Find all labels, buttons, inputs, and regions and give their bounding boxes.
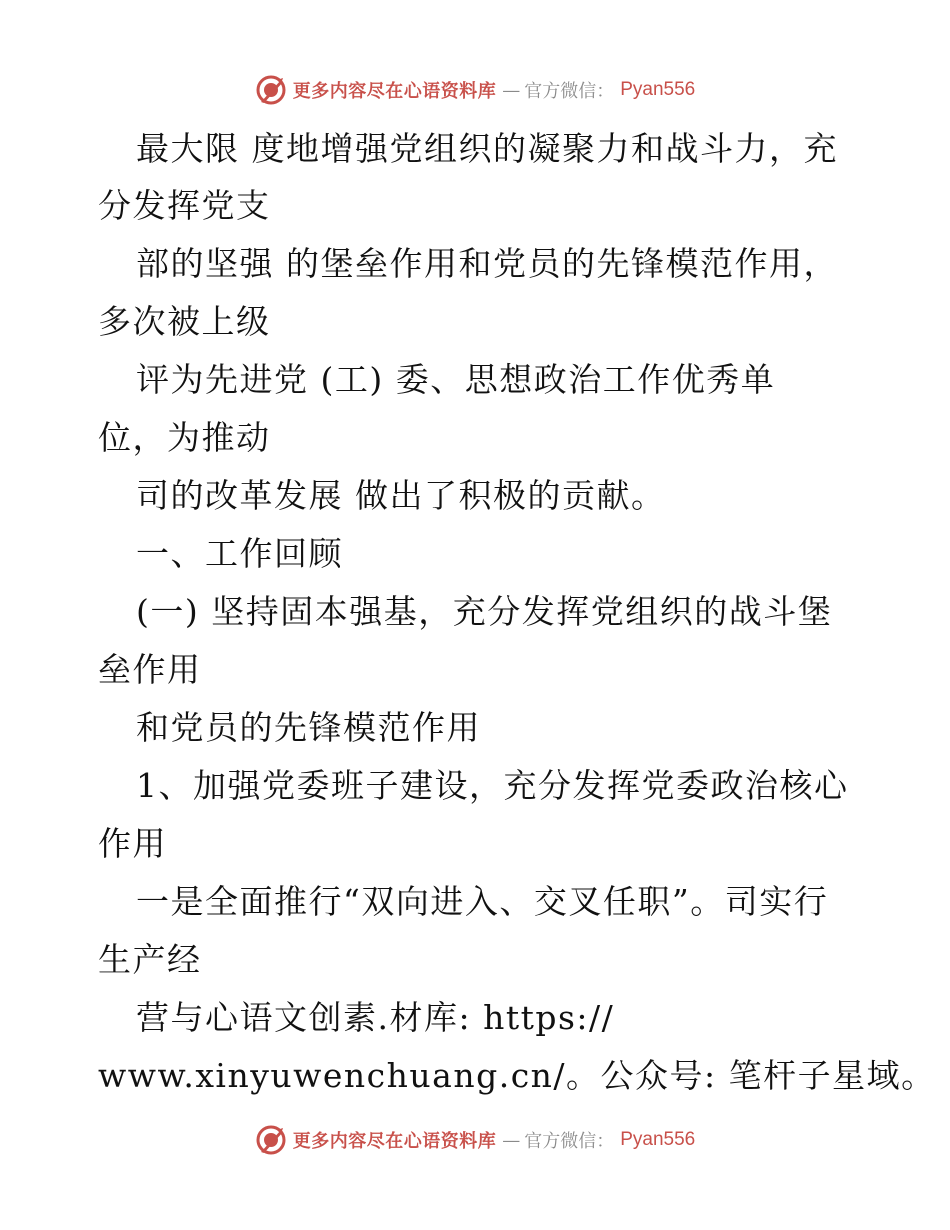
body-line: 1、加强党委班子建设，充分发挥党委政治核心 bbox=[136, 766, 849, 805]
subsection-heading: (一) 坚持固本强基，充分发挥党组织的战斗堡 bbox=[136, 592, 833, 631]
body-line: 部的坚强 的堡垒作用和党员的先锋模范作用， bbox=[136, 244, 838, 283]
watermark-separator: — bbox=[502, 1129, 519, 1151]
watermark-text: 更多内容尽在心语资料库 bbox=[292, 81, 497, 102]
quill-seal-icon bbox=[255, 1124, 287, 1156]
body-line: 最大限 度地增强党组织的凝聚力和战斗力，充 bbox=[136, 129, 838, 168]
watermark-separator: — bbox=[502, 79, 519, 101]
body-line: 生产经 bbox=[98, 940, 202, 979]
body-line: 评为先进党 (工) 委、思想政治工作优秀单 bbox=[136, 360, 776, 399]
body-line: 和党员的先锋模范作用 bbox=[136, 708, 481, 747]
body-line: 作用 bbox=[98, 824, 167, 863]
body-line: 垒作用 bbox=[98, 650, 202, 689]
footer-watermark bbox=[0, 1120, 950, 1160]
body-line: 多次被上级 bbox=[98, 302, 271, 341]
watermark-wechat-label: 官方微信： bbox=[524, 81, 615, 102]
watermark-wechat-id: Pyan556 bbox=[620, 79, 696, 100]
body-line: 司的改革发展 做出了积极的贡献。 bbox=[136, 476, 666, 515]
watermark-wechat-id: Pyan556 bbox=[620, 1129, 696, 1150]
watermark-wechat-label: 官方微信： bbox=[524, 1131, 615, 1152]
body-line: www.xinyuwenchuang.cn/。公众号: 笔杆子星域。 bbox=[98, 1056, 936, 1095]
watermark-text: 更多内容尽在心语资料库 bbox=[292, 1131, 497, 1152]
body-line: 分发挥党支 bbox=[98, 186, 271, 225]
body-line: 一是全面推行“双向进入、交叉任职”。司实行 bbox=[136, 882, 829, 921]
body-line: 营与心语文创素.材库: https:// bbox=[136, 998, 615, 1037]
section-heading: 一、工作回顾 bbox=[136, 534, 343, 573]
body-line: 位，为推动 bbox=[98, 418, 271, 457]
